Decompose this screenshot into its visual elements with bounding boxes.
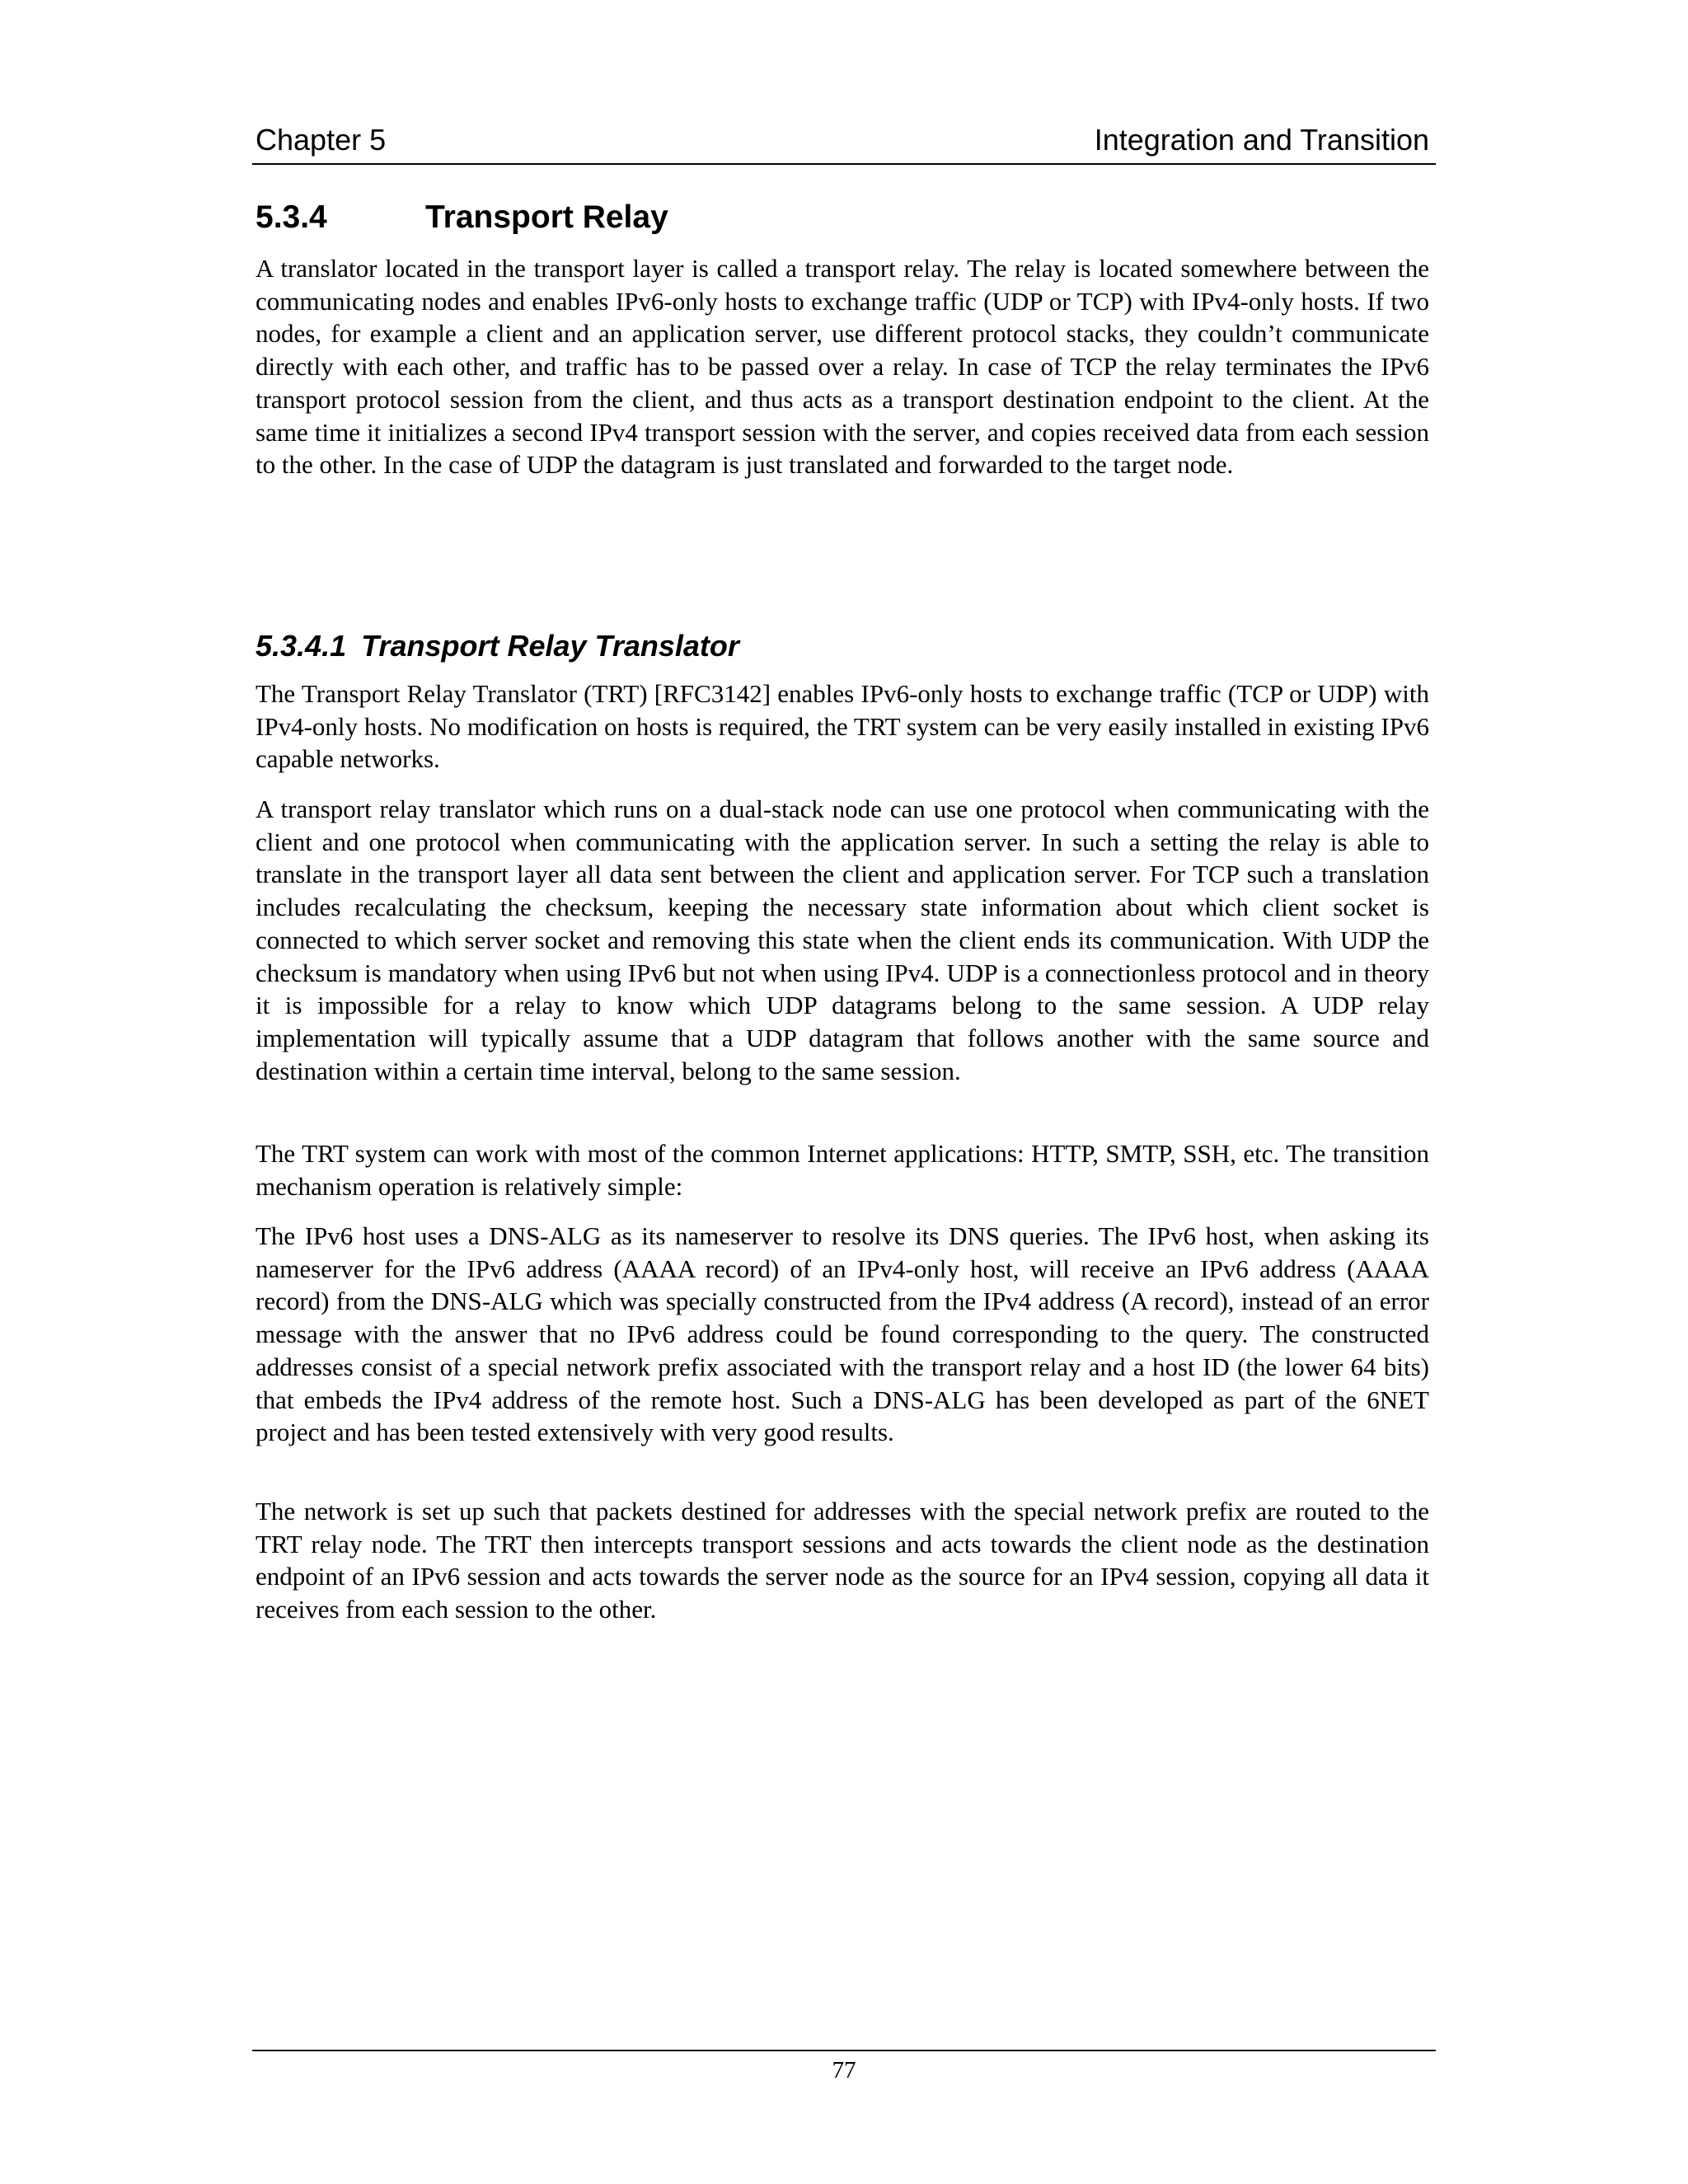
document-page	[252, 0, 1436, 2184]
subsection-paragraph-3: The TRT system can work with most of the common Internet applications: HTTP, SMTP, SSH, etc. The transition mechanism operation is relatively simple:	[256, 1139, 1429, 1201]
footer-rule	[252, 2050, 1436, 2051]
section-number: 5.3.4	[256, 199, 327, 235]
running-header	[252, 120, 1436, 165]
section-paragraph-1: A translator located in the transport layer is called a transport relay. The relay is located somewhere between the communicating nodes and enables IPv6-only hosts to exchange traffic (UDP or TCP) with IPv4-only hosts. If two nodes, for example a client and an application server, use different protocol stacks, they couldn’t communicate directly with each other, and traffic has to be passed over a relay. In case of TCP the relay terminates the IPv6 transport protocol session from the client, and thus acts as a transport destination endpoint to the client. At the same time it initializes a second IPv4 transport session with the server, and copies received data from each session to the other. In the case of UDP the datagram is just translated and forwarded to the target node.	[256, 254, 1429, 480]
subsection-paragraph-2: A transport relay translator which runs on a dual-stack node can use one protocol when communicating with the client and one protocol when communicating with the application server. In such a setting the relay is able to translate in the transport layer all data sent between the client and application server. For TCP such a translation includes recalculating the checksum, keeping the necessary state information about which client socket is connected to which server socket and removing this state when the client ends its communication. With UDP the checksum is mandatory when using IPv6 but not when using IPv4. UDP is a connectionless protocol and in theory it is impossible for a relay to know which UDP datagrams belong to the same session. A UDP relay implementation will typically assume that a UDP datagram that follows another with the same source and destination within a certain time interval, belong to the same session.	[256, 794, 1429, 1085]
header-chapter: Chapter 5	[256, 123, 387, 157]
page-number: 77	[832, 2057, 856, 2083]
subsection-paragraph-4: The IPv6 host uses a DNS-ALG as its nameserver to resolve its DNS queries. The IPv6 host, when asking its nameserver for the IPv6 address (AAAA record) of an IPv4-only host, will receive an IPv6 address (AAAA record) from the DNS-ALG which was specially constructed from the IPv4 address (A record), instead of an error message with the answer that no IPv6 address could be found corresponding to the query. The constructed addresses consist of a special network prefix associated with the transport relay and a host ID (the lower 64 bits) that embeds the IPv4 address of the remote host. Such a DNS-ALG has been developed as part of the 6NET project and has been tested extensively with very good results.	[256, 1221, 1429, 1447]
subsection-title: Transport Relay Translator	[361, 629, 739, 663]
subsection-paragraph-1: The Transport Relay Translator (TRT) [RFC3142] enables IPv6-only hosts to exchange traffic (TCP or UDP) with IPv4-only hosts. No modification on hosts is required, the TRT system can be very easily installed in existing IPv6 capable networks.	[256, 679, 1429, 774]
subsection-heading	[256, 626, 739, 666]
header-title: Integration and Transition	[1094, 123, 1429, 157]
subsection-paragraph-5: The network is set up such that packets destined for addresses with the special network prefix are routed to the TRT relay node. The TRT then intercepts transport sessions and acts towards the client node as the destination endpoint of an IPv6 session and acts towards the server node as the source for an IPv4 session, copying all data it receives from each session to the other.	[256, 1497, 1429, 1624]
subsection-number: 5.3.4.1	[256, 629, 347, 663]
section-heading	[256, 196, 668, 239]
section-title: Transport Relay	[425, 199, 668, 235]
